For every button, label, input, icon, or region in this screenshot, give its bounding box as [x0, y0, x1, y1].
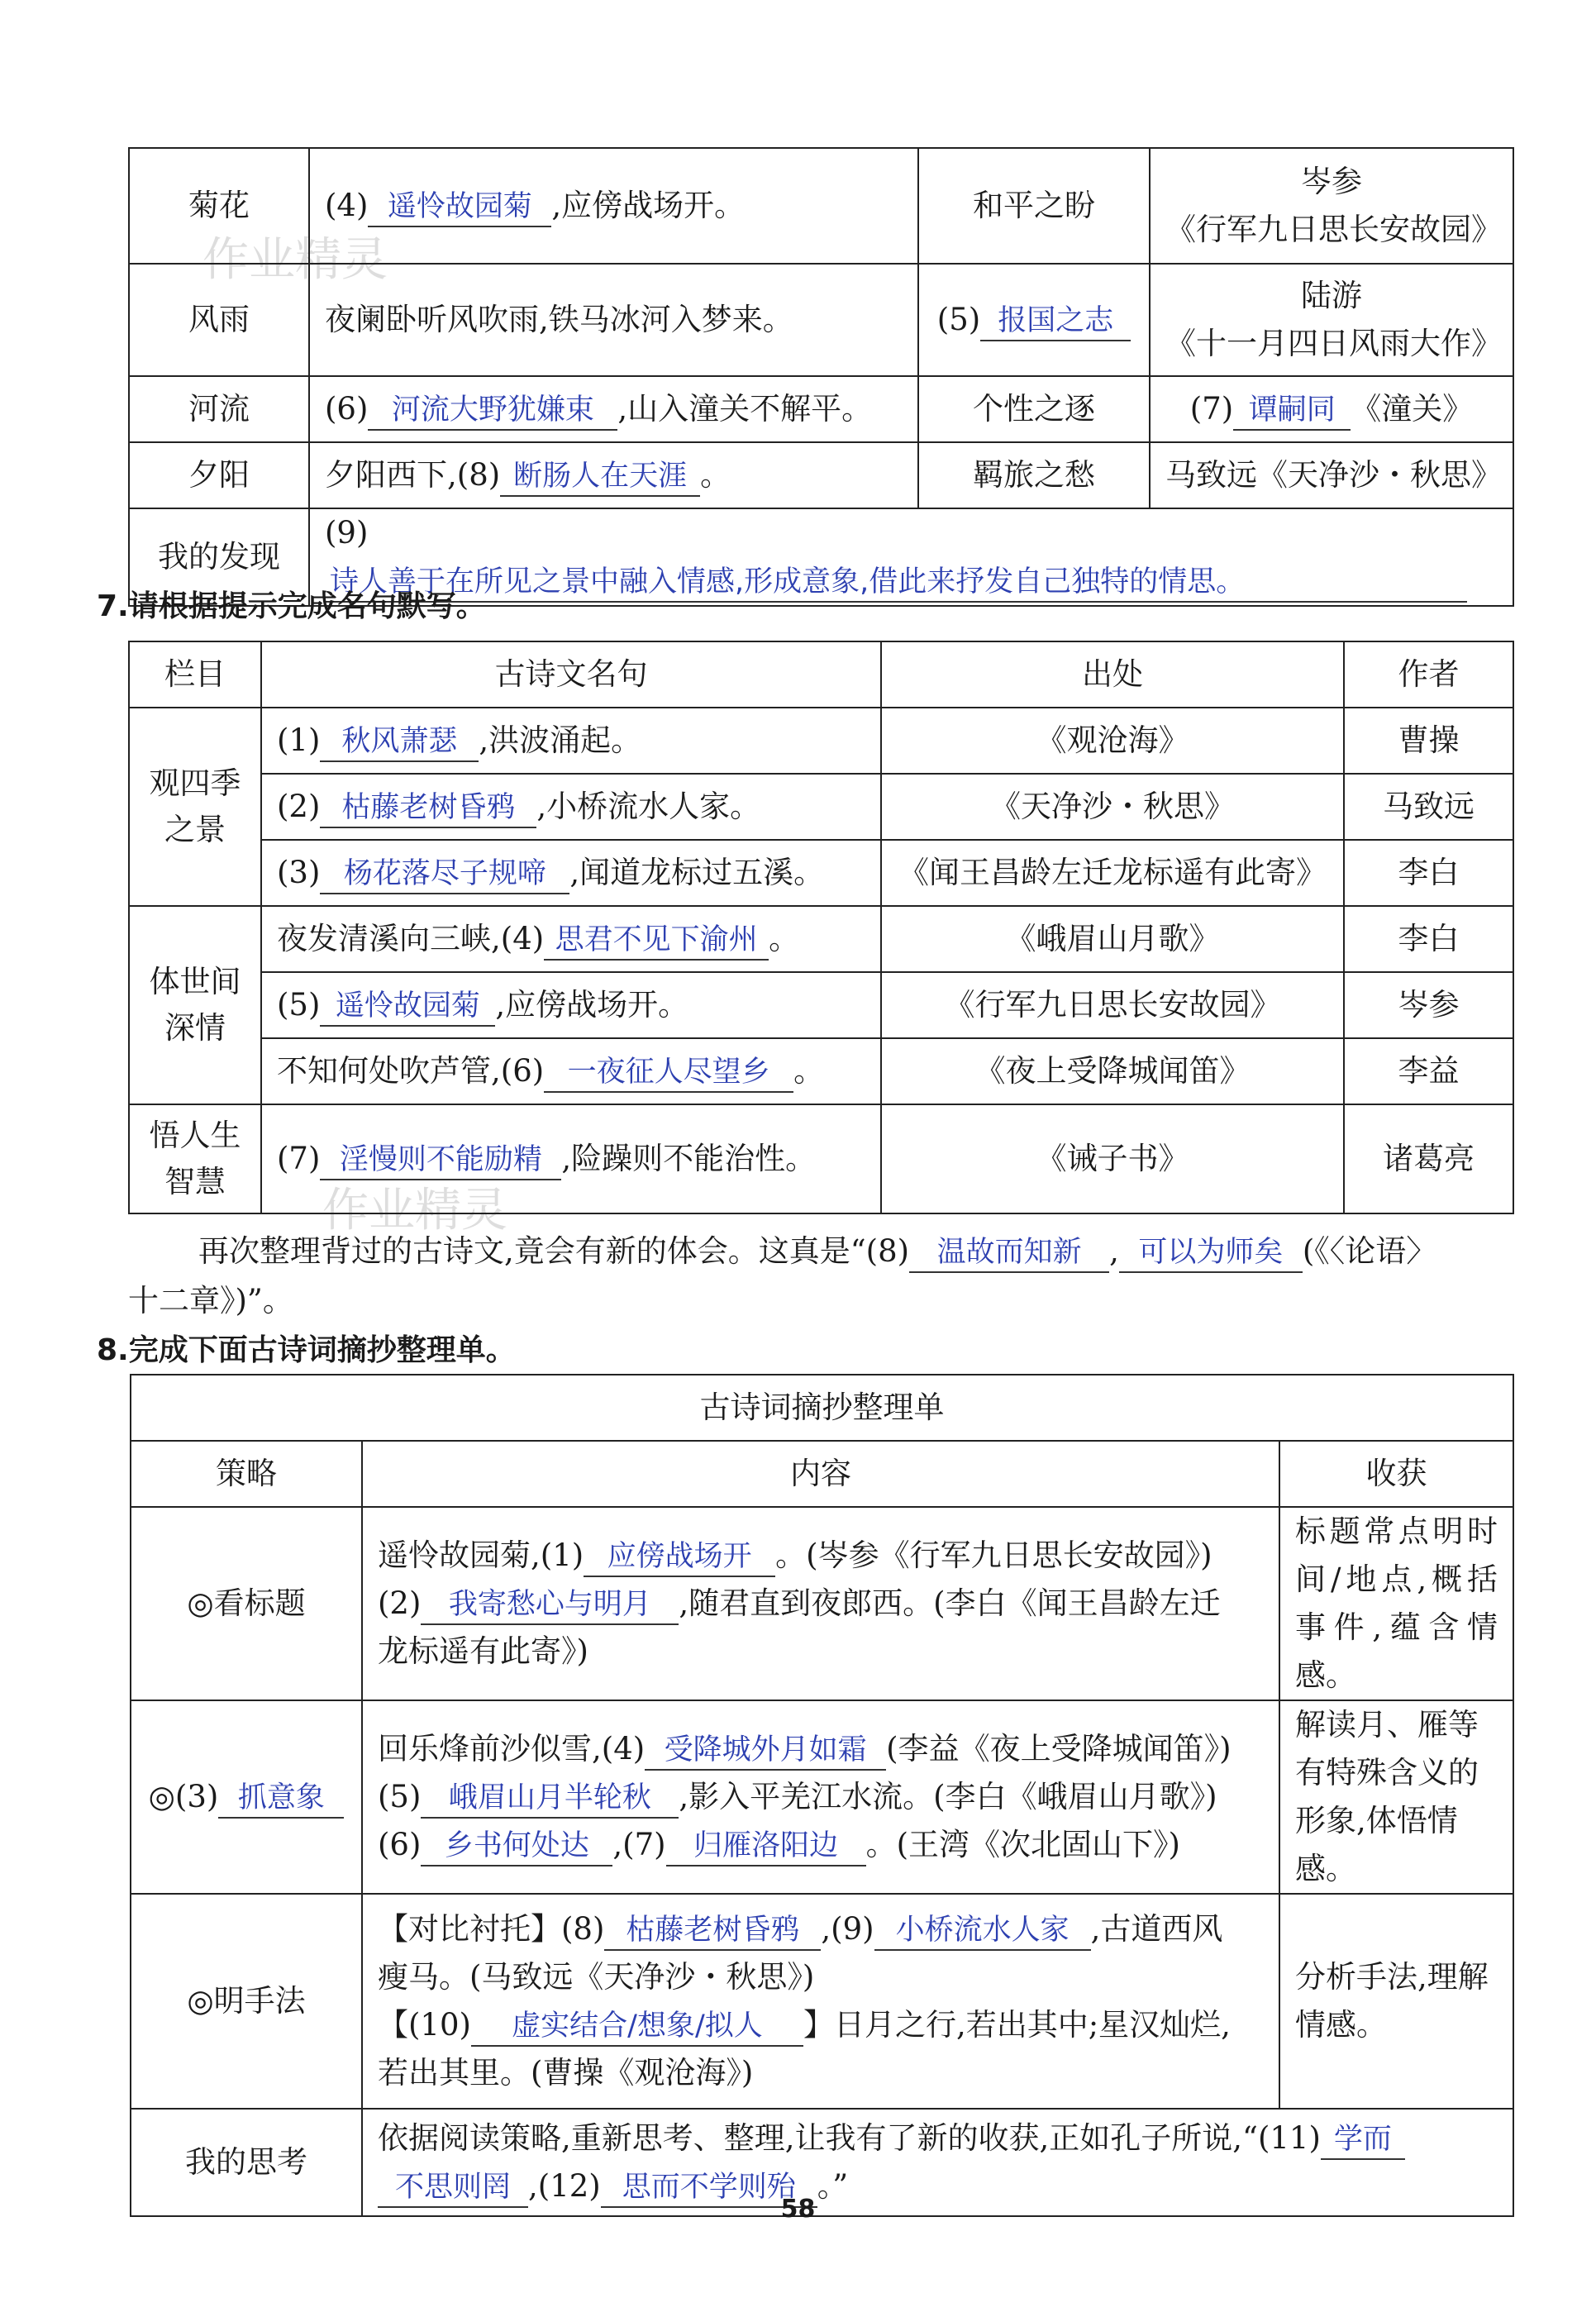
- theme-cell: 羁旅之愁: [918, 442, 1150, 508]
- answer-field[interactable]: 不思则罔: [378, 2168, 528, 2208]
- header-cell: 古诗文名句: [261, 641, 881, 708]
- group-label: 观四季之景: [129, 708, 261, 906]
- question-7-title: 7.请根据提示完成名句默写。: [97, 589, 486, 623]
- answer-field[interactable]: 枯藤老树昏鸦: [604, 1911, 821, 1951]
- page-number: 58: [780, 2195, 816, 2224]
- answer-field[interactable]: 一夜征人尽望乡: [544, 1053, 793, 1093]
- theme-cell: (5) 报国之志: [918, 264, 1150, 376]
- table-row: [129, 376, 1513, 442]
- finding-cell: (9)诗人善于在所见之景中融入情感,形成意象,借此来抒发自己独特的情思。: [309, 508, 1513, 606]
- closing-paragraph-end: 十二章》)”。: [128, 1283, 293, 1318]
- closing-paragraph: 再次整理背过的古诗文,竟会有新的体会。这真是“(8) 温故而知新 , 可以为师矣 (《〈论语〉: [128, 1228, 1517, 1275]
- answer-field[interactable]: 思而不学则殆: [601, 2168, 817, 2208]
- source-cell: 《诫子书》: [881, 1104, 1344, 1213]
- answer-field[interactable]: 杨花落尽子规啼: [320, 855, 569, 894]
- answer-field[interactable]: 受降城外月如霜: [645, 1731, 886, 1771]
- source-cell: 陆游 《十一月四日风雨大作》: [1150, 264, 1513, 376]
- table-row: [129, 442, 1513, 508]
- verse-cell: (4) 遥怜故园菊 ,应傍战场开。: [309, 148, 918, 264]
- table-row: [129, 906, 1513, 972]
- answer-field[interactable]: 应傍战场开: [584, 1538, 775, 1577]
- header-cell: 栏目: [129, 641, 261, 708]
- author-cell: 诸葛亮: [1344, 1104, 1513, 1213]
- table-row: [129, 774, 1513, 840]
- answer-field[interactable]: 断肠人在天涯: [500, 457, 700, 497]
- table-row: [129, 840, 1513, 906]
- answer-field[interactable]: 谭嗣同: [1233, 391, 1351, 431]
- header-cell: 出处: [881, 641, 1344, 708]
- table-row: [131, 1894, 1513, 2109]
- table-row: [129, 1038, 1513, 1104]
- table-row: [129, 264, 1513, 376]
- source-cell: 《天净沙・秋思》: [881, 774, 1344, 840]
- answer-field[interactable]: 我寄愁心与明月: [421, 1585, 679, 1625]
- answer-field[interactable]: 小桥流水人家: [874, 1911, 1091, 1951]
- content-cell: 遥怜故园菊,(1) 应傍战场开 。(岑参《行军九日思长安故园》) (2) 我寄愁心与明月 ,随君直到夜郎西。(李白《闻王昌龄左迁 龙标遥有此寄》): [362, 1507, 1279, 1700]
- answer-field[interactable]: 诗人善于在所见之景中融入情感,形成意象,借此来抒发自己独特的情思。: [325, 563, 1467, 603]
- content-cell: 回乐烽前沙似雪,(4) 受降城外月如霜 (李益《夜上受降城闻笛》) (5) 峨眉山月半轮秋 ,影入平羌江水流。(李白《峨眉山月歌》) (6) 乡书何处达 ,(7) 归雁洛阳边 。(王湾《次北固山下》): [362, 1700, 1279, 1894]
- verse-cell: 夕阳西下,(8) 断肠人在天涯 。: [309, 442, 918, 508]
- source-cell: 《行军九日思长安故园》: [881, 972, 1344, 1038]
- source-cell: 《峨眉山月歌》: [881, 906, 1344, 972]
- gain-cell: 分析手法,理解情感。: [1279, 1894, 1513, 2109]
- reflection-cell: 依据阅读策略,重新思考、整理,让我有了新的收获,正如孔子所说,“(11) 学而 不思则罔 ,(12) 思而不学则殆 。”: [362, 2109, 1513, 2216]
- quote-table: [128, 641, 1514, 1214]
- strategy-cell: ◎明手法: [131, 1894, 362, 2109]
- finding-label: 我的发现: [129, 508, 309, 606]
- answer-field[interactable]: 遥怜故园菊: [320, 987, 495, 1027]
- quote-cell: 不知何处吹芦管,(6) 一夜征人尽望乡 。: [261, 1038, 881, 1104]
- excerpt-table: [130, 1374, 1514, 2217]
- quote-cell: (7) 淫慢则不能励精 ,险躁则不能治性。: [261, 1104, 881, 1213]
- table-row: [129, 972, 1513, 1038]
- answer-field[interactable]: 学而: [1321, 2120, 1405, 2160]
- source-cell: 《夜上受降城闻笛》: [881, 1038, 1344, 1104]
- answer-field[interactable]: 温故而知新: [909, 1233, 1109, 1273]
- strategy-cell: ◎(3) 抓意象: [131, 1700, 362, 1894]
- author-cell: 曹操: [1344, 708, 1513, 774]
- author-cell: 李益: [1344, 1038, 1513, 1104]
- quote-cell: (2) 枯藤老树昏鸦 ,小桥流水人家。: [261, 774, 881, 840]
- table-header: [131, 1441, 1513, 1507]
- answer-field[interactable]: 虚实结合/想象/拟人: [471, 2007, 803, 2047]
- group-label: 悟人生智慧: [129, 1104, 261, 1213]
- header-cell: 收获: [1279, 1441, 1513, 1507]
- header-cell: 作者: [1344, 641, 1513, 708]
- answer-field[interactable]: 河流大野犹嫌束: [368, 391, 617, 431]
- table-title-row: [131, 1375, 1513, 1441]
- answer-field[interactable]: 峨眉山月半轮秋: [421, 1779, 679, 1819]
- source-cell: 岑参 《行军九日思长安故园》: [1150, 148, 1513, 264]
- author-cell: 马致远: [1344, 774, 1513, 840]
- gain-cell: 解读月、雁等有特殊含义的形象,体悟情感。: [1279, 1700, 1513, 1894]
- verse-cell: 夜阑卧听风吹雨,铁马冰河入梦来。: [309, 264, 918, 376]
- answer-field[interactable]: 思君不见下渝州: [544, 921, 769, 961]
- header-cell: 内容: [362, 1441, 1279, 1507]
- quote-cell: (5) 遥怜故园菊 ,应傍战场开。: [261, 972, 881, 1038]
- table-row: [129, 1104, 1513, 1213]
- author-cell: 李白: [1344, 906, 1513, 972]
- watermark: 作业精灵: [322, 1184, 507, 1237]
- quote-cell: (3) 杨花落尽子规啼 ,闻道龙标过五溪。: [261, 840, 881, 906]
- answer-field[interactable]: 遥怜故园菊: [368, 188, 551, 227]
- table-title: 古诗词摘抄整理单: [131, 1375, 1513, 1441]
- imagery-table: [128, 147, 1514, 607]
- image-cell: 菊花: [129, 148, 309, 264]
- table-row: [131, 1700, 1513, 1894]
- answer-field[interactable]: 秋风萧瑟: [320, 722, 479, 762]
- verse-cell: (6) 河流大野犹嫌束 ,山入潼关不解平。: [309, 376, 918, 442]
- content-cell: 【对比衬托】(8) 枯藤老树昏鸦 ,(9) 小桥流水人家 ,古道西风 瘦马。(马致远《天净沙・秋思》) 【(10) 虚实结合/想象/拟人 】日月之行,若出其中;星汉灿烂, 若出其里。(曹操《观沧海》): [362, 1894, 1279, 2109]
- source-cell: (7) 谭嗣同 《潼关》: [1150, 376, 1513, 442]
- answer-field[interactable]: 可以为师矣: [1119, 1233, 1303, 1273]
- image-cell: 河流: [129, 376, 309, 442]
- table-row: [129, 148, 1513, 264]
- source-cell: 马致远《天净沙・秋思》: [1150, 442, 1513, 508]
- table-row: [131, 1507, 1513, 1700]
- author-cell: 李白: [1344, 840, 1513, 906]
- answer-field[interactable]: 报国之志: [980, 302, 1131, 341]
- source-cell: 《闻王昌龄左迁龙标遥有此寄》: [881, 840, 1344, 906]
- table-header: [129, 641, 1513, 708]
- quote-cell: (1) 秋风萧瑟 ,洪波涌起。: [261, 708, 881, 774]
- group-label: 体世间深情: [129, 906, 261, 1104]
- quote-cell: 夜发清溪向三峡,(4) 思君不见下渝州 。: [261, 906, 881, 972]
- image-cell: 夕阳: [129, 442, 309, 508]
- author-cell: 岑参: [1344, 972, 1513, 1038]
- answer-field[interactable]: 乡书何处达: [421, 1827, 612, 1866]
- answer-field[interactable]: 枯藤老树昏鸦: [320, 789, 536, 828]
- source-cell: 《观沧海》: [881, 708, 1344, 774]
- theme-cell: 个性之逐: [918, 376, 1150, 442]
- table-row: [129, 708, 1513, 774]
- answer-field[interactable]: 淫慢则不能励精: [320, 1141, 561, 1180]
- answer-field[interactable]: 抓意象: [218, 1779, 344, 1819]
- watermark: 作业精灵: [202, 233, 388, 287]
- header-cell: 策略: [131, 1441, 362, 1507]
- strategy-cell: ◎看标题: [131, 1507, 362, 1700]
- image-cell: 风雨: [129, 264, 309, 376]
- gain-cell: 标题常点明时间/地点,概括事件,蕴含情感。: [1279, 1507, 1513, 1700]
- theme-cell: 和平之盼: [918, 148, 1150, 264]
- strategy-cell: 我的思考: [131, 2109, 362, 2216]
- answer-field[interactable]: 归雁洛阳边: [666, 1827, 866, 1866]
- question-8-title: 8.完成下面古诗词摘抄整理单。: [97, 1333, 516, 1367]
